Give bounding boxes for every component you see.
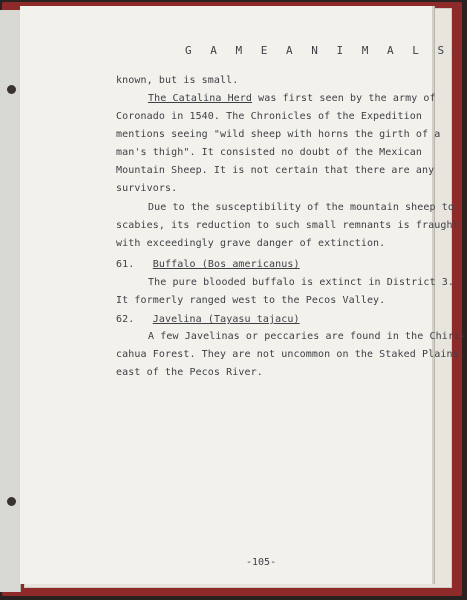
body-line: scabies, its reduction to such small remnants is fraught [116, 220, 459, 231]
binding-hole-bottom [7, 497, 16, 506]
body-line: east of the Pecos River. [116, 367, 263, 378]
body-line: It formerly ranged west to the Pecos Valley. [116, 295, 386, 306]
body-line: A few Javelinas or peccaries are found in the Chiri- [148, 331, 467, 342]
body-line: man's thigh". It consisted no doubt of the Mexican [116, 147, 423, 158]
heading-catalina-herd: The Catalina Herd [148, 93, 253, 104]
document-page [20, 6, 467, 584]
body-line: Due to the susceptibility of the mountain sheep to [148, 202, 455, 213]
body-line: The Catalina Herd was first seen by the army of [148, 93, 436, 104]
body-line: The pure blooded buffalo is extinct in District 3. [148, 277, 455, 288]
section-heading-62: 62. Javelina (Tayasu tajacu) [116, 314, 300, 325]
body-line: Coronado in 1540. The Chronicles of the Expedition [116, 111, 423, 122]
body-line: cahua Forest. They are not uncommon on the Staked Plains [116, 349, 459, 360]
body-line: mentions seeing "wild sheep with horns the girth of a [116, 129, 441, 140]
body-line: known, but is small. [116, 75, 239, 86]
body-line: Mountain Sheep. It is not certain that there are any [116, 165, 435, 176]
body-line: survivors. [116, 183, 178, 194]
body-line: with exceedingly grave danger of extinction. [116, 238, 386, 249]
page-title: G A M E A N I M A L S. [185, 44, 463, 57]
binding-hole-top [7, 85, 16, 94]
section-heading-61: 61. Buffalo (Bos americanus) [116, 259, 300, 270]
binder-spine [0, 10, 21, 592]
page-number: -105- [246, 557, 277, 568]
